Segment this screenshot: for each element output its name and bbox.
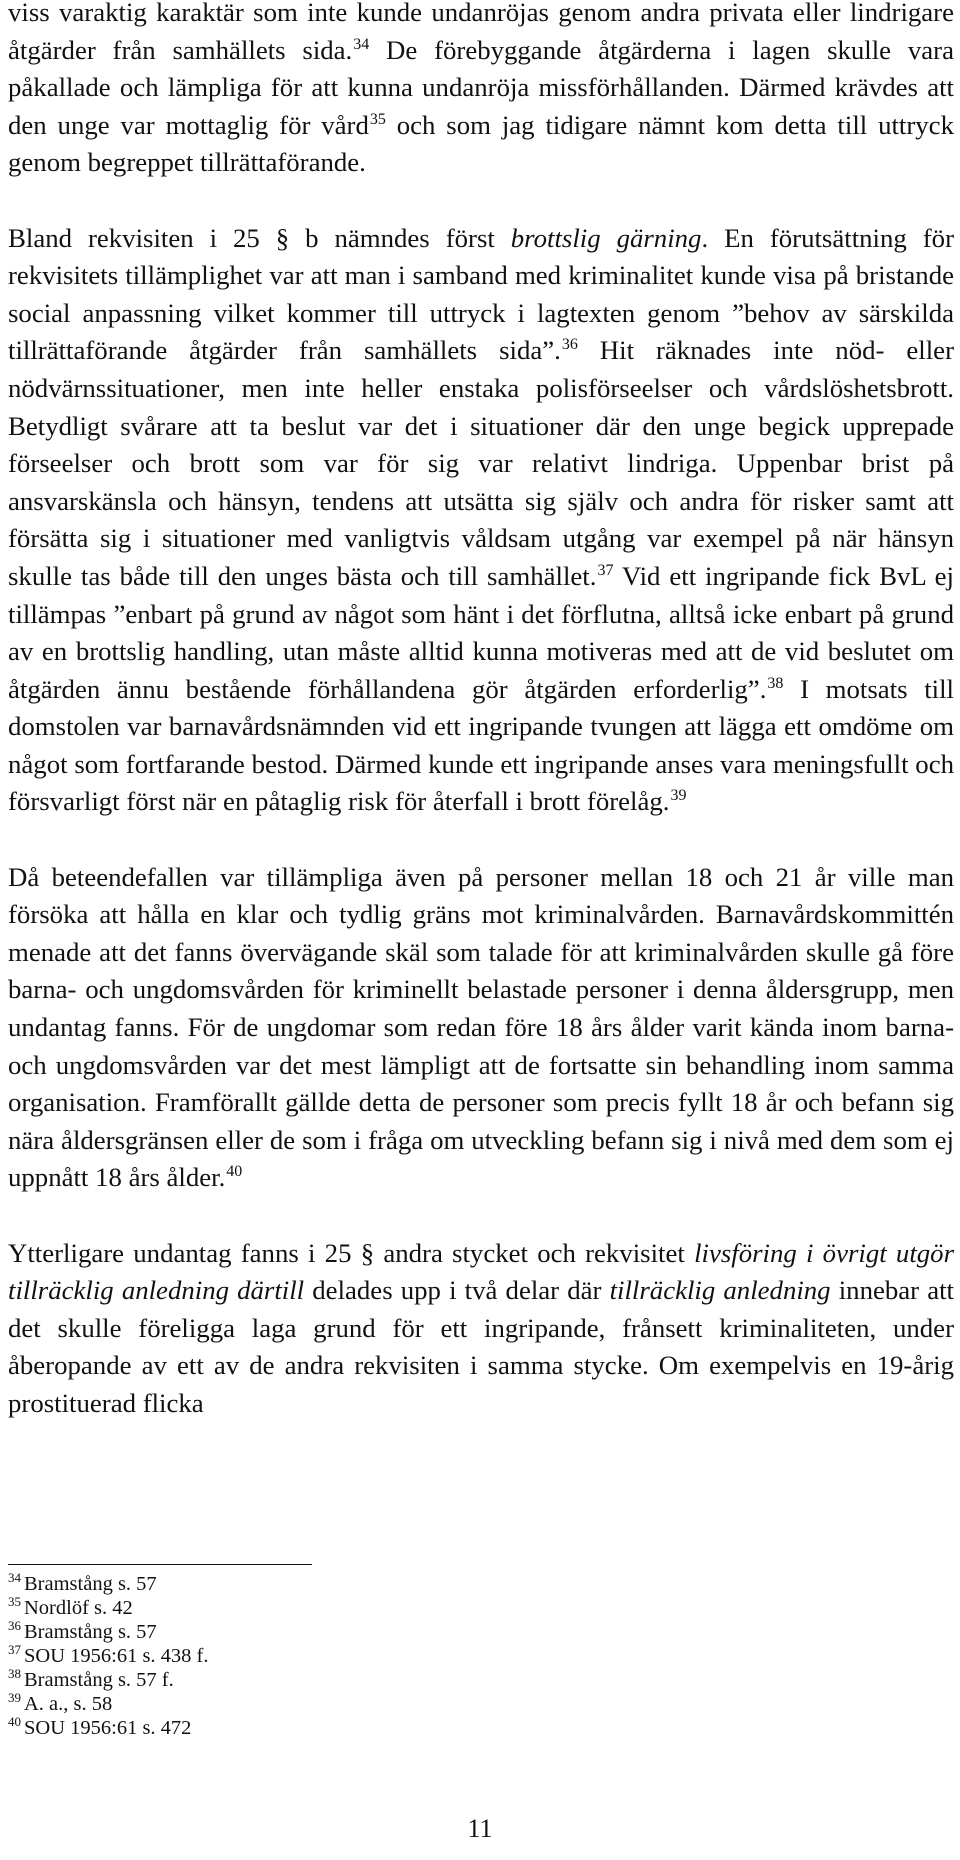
text-run: Hit räknades inte nöd- eller nödvärnssituationer, men inte heller enstaka polisförseelser och vårdslöshetsbrott. Betydligt svårare att ta beslut var det i situationer där den unge begick upprepade förseelser och brott som var för sig var relativt lindriga. Uppenbar brist på ansvarskänsla och hänsyn, tendens att utsätta sig själv och andra för risker samt att försätta sig i situationer med vanligtvis våldsam utgång var exempel på när hänsyn skulle tas både till den unges bästa och till samhället. (8, 335, 954, 591)
paragraph (8, 0, 954, 182)
text-run: viss varaktig karaktär som inte kunde undanröjas genom andra privata eller lindrigare åtgärder från samhällets sida. (8, 0, 954, 65)
text-run: Då beteendefallen var tillämpliga även på personer mellan 18 och 21 år ville man försöka att hålla en klar och tydlig gräns mot kriminalvården. Barnavårdskommittén menade att det fanns övervägande skäl som talade för att kriminalvården skulle gå före barna- och ungdomsvården för kriminellt belastade personer i denna åldersgrupp, men undantag fanns. För de ungdomar som redan före 18 års ålder varit kända inom barna- och ungdomsvården var det mest lämpligt att de fortsatte sin behandling inom samma organisation. Framförallt gällde detta de personer som precis fyllt 18 år och befann sig nära åldersgränsen eller de som i fråga om utveckling befann sig i nivå med dem som ej uppnått 18 års ålder. (8, 861, 954, 1193)
footnote (8, 1620, 608, 1644)
footnote-text: SOU 1956:61 s. 472 (24, 1717, 192, 1739)
footnote (8, 1596, 608, 1620)
footnote-reference: 35 (369, 110, 386, 128)
paragraph (8, 1235, 954, 1423)
text-run: innebar att det skulle föreligga laga grund för ett ingripande, frånsett kriminaliteten, under åberopande av ett av de andra rekvisiten i samma stycke. Om exempelvis en 19-årig prostituerad flicka (8, 1275, 954, 1418)
text-run: I motsats till domstolen var barnavårdsnämnden vid ett ingripande tvungen att lägga ett omdöme om något som fortfarande bestod. Därmed kunde ett ingripande anses vara meningsfullt och försvarligt först när en påtaglig risk för återfall i brott förelåg. (8, 673, 954, 817)
footnote-text: Bramstång s. 57 (24, 1573, 157, 1595)
footnote-number: 36 (8, 1618, 21, 1633)
paragraph-gap (8, 821, 954, 859)
footnote-reference: 34 (353, 35, 370, 53)
footnote (8, 1644, 608, 1668)
footnote-text: SOU 1956:61 s. 438 f. (24, 1645, 209, 1667)
footnote-text: Bramstång s. 57 (24, 1621, 157, 1643)
footnotes (8, 1572, 608, 1740)
paragraph (8, 859, 954, 1197)
footnote-reference: 36 (561, 336, 578, 354)
footnote-number: 40 (8, 1714, 21, 1729)
text-run: De förebyggande åtgärderna i lagen skulle vara påkallade och lämpliga för att kunna undanröja missförhållanden. Därmed krävdes att den unge var mottaglig för vård (8, 34, 954, 140)
footnote-text: Nordlöf s. 42 (24, 1597, 133, 1619)
footnote-number: 35 (8, 1594, 21, 1609)
footnote-reference: 40 (226, 1163, 243, 1181)
footnote-number: 39 (8, 1690, 21, 1705)
page-number: 11 (467, 1814, 493, 1843)
text-run: och som jag tidigare nämnt kom detta till uttryck genom begreppet tillrättaförande. (8, 109, 954, 178)
footnote (8, 1668, 608, 1692)
text-run: Vid ett ingripande fick BvL ej tillämpas ”enbart på grund av något som hänt i det förflutna, alltså icke enbart på grund av en brottslig handling, utan måste alltid kunna motiveras med att de vid beslutet om åtgärden ännu bestående förhållandena gör åtgärden erforderlig”. (8, 560, 955, 704)
footnote (8, 1716, 608, 1740)
paragraph-gap (8, 182, 954, 220)
text-run: . En förutsättning för rekvisitets tillämplighet var att man i samband med kriminalitet kunde visa på bristande social anpassning vilket kommer till uttryck i lagtexten genom ”behov av särskilda tillrättaförande åtgärder från samhällets sida”. (8, 222, 954, 366)
footnote-number: 38 (8, 1666, 21, 1681)
footnote-text: Bramstång s. 57 f. (24, 1669, 174, 1691)
paragraph-gap (8, 1197, 954, 1235)
italic-term: brottslig gärning (510, 222, 702, 253)
italic-term: tillräcklig anledning (609, 1275, 831, 1306)
footnote-reference: 39 (670, 787, 687, 805)
footnote-text: A. a., s. 58 (24, 1693, 113, 1715)
footnote (8, 1572, 608, 1596)
text-run: Ytterligare undantag fanns i 25 § andra stycket och rekvisitet (8, 1237, 695, 1268)
italic-term: livsföring i övrigt utgör tillräcklig anledning därtill (8, 1237, 954, 1306)
text-run: delades upp i två delar där (304, 1275, 610, 1306)
footnote-number: 34 (8, 1570, 21, 1585)
text-run: Bland rekvisiten i 25 § b nämndes först (8, 222, 511, 253)
footnote-reference: 38 (767, 674, 784, 692)
footnote-number: 37 (8, 1642, 21, 1657)
footnote-separator (8, 1564, 312, 1565)
footnote-reference: 37 (597, 561, 614, 579)
body-text (8, 0, 954, 1423)
paragraph (8, 220, 954, 822)
footnote (8, 1692, 608, 1716)
